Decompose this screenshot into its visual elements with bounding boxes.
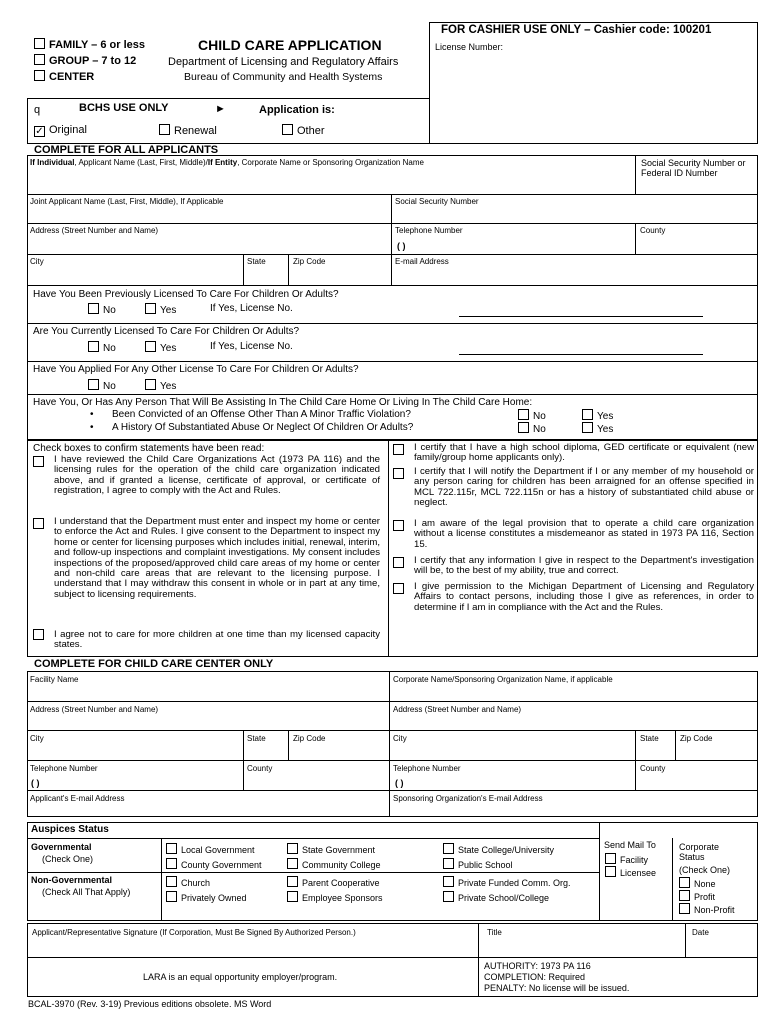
q2-yes-checkbox[interactable] (145, 341, 156, 352)
community-college-option[interactable]: Community College (287, 858, 381, 870)
cert-l1-checkbox[interactable] (33, 456, 44, 467)
cert-r3-checkbox[interactable] (393, 520, 404, 531)
corp-telephone-paren: ( ) (395, 778, 404, 788)
bchs-q: q (34, 104, 41, 116)
q3-no-option[interactable]: No (88, 379, 116, 392)
q4a-no-checkbox[interactable] (518, 409, 529, 420)
corp-address-label: Address (Street Number and Name) (393, 705, 522, 714)
cert-l3-checkbox[interactable] (33, 629, 44, 640)
q4b-no-option[interactable]: No (518, 422, 546, 435)
renewal-label: Renewal (174, 125, 217, 137)
center-address-label: Address (Street Number and Name) (30, 705, 159, 714)
state-label: State (247, 257, 266, 266)
renewal-option[interactable] (159, 124, 217, 137)
q3-no-checkbox[interactable] (88, 379, 99, 390)
privately-owned-checkbox[interactable] (166, 891, 177, 902)
applicant-email-label: Applicant's E-mail Address (30, 794, 125, 803)
corp-state-label: State (640, 734, 659, 743)
q2-license-number-field[interactable] (459, 354, 703, 355)
nongovernmental-sub: (Check All That Apply) (42, 887, 131, 897)
local-gov-option[interactable]: Local Government (166, 843, 255, 855)
corp-city-label: City (393, 734, 407, 743)
center-state-label: State (247, 734, 266, 743)
date-label: Date (692, 928, 709, 937)
completion-text: COMPLETION: Required (484, 972, 586, 982)
application-is-label: Application is: (259, 104, 335, 116)
q4b-no-checkbox[interactable] (518, 422, 529, 433)
org-email-label: Sponsoring Organization's E-mail Address (393, 794, 543, 803)
public-school-checkbox[interactable] (443, 858, 454, 869)
send-mail-label: Send Mail To (604, 840, 656, 850)
center-telephone-paren: ( ) (31, 778, 40, 788)
q4b-yes-checkbox[interactable] (582, 422, 593, 433)
family-checkbox[interactable] (34, 38, 45, 49)
governmental-sub: (Check One) (42, 854, 94, 864)
ssn-fed-label: Social Security Number or Federal ID Number (641, 158, 746, 178)
nongovernmental-label: Non-Governmental (31, 875, 113, 885)
cert-r4-checkbox[interactable] (393, 557, 404, 568)
ssn-label: Social Security Number (395, 197, 479, 206)
q1-no-option[interactable]: No (88, 303, 116, 316)
corp-profit-option[interactable]: Profit (679, 890, 715, 902)
corp-nonprofit-checkbox[interactable] (679, 903, 690, 914)
cert-l1-text: I have reviewed the Child Care Organizations Act (1973 PA 116) and the licensing rules for the operation of the child care organization indicated above, and if granted a license, certificate of approval, or certificate of registration, I agree to comply with the Act and Rules. (54, 454, 380, 497)
send-licensee-option[interactable]: Licensee (605, 866, 656, 878)
bullet-icon: • (90, 409, 94, 420)
email-label: E-mail Address (395, 257, 449, 266)
q3-yes-checkbox[interactable] (145, 379, 156, 390)
other-checkbox[interactable] (282, 124, 293, 135)
family-label: FAMILY – 6 or less (49, 39, 145, 51)
center-city-label: City (30, 734, 44, 743)
bullet-icon: • (90, 422, 94, 433)
title-label: Title (487, 928, 502, 937)
question-currently-licensed: Are You Currently Licensed To Care For Children Or Adults? (33, 326, 300, 337)
bureau-name: Bureau of Community and Health Systems (184, 71, 383, 83)
q4a-text: Been Convicted of an Offense Other Than A Minor Traffic Violation? (112, 409, 411, 420)
state-college-option[interactable]: State College/University (443, 843, 554, 855)
other-option[interactable] (282, 124, 325, 137)
governmental-label: Governmental (31, 842, 92, 852)
license-number-label: License Number: (435, 42, 504, 52)
q3-yes-option[interactable]: Yes (145, 379, 176, 392)
center-zip-label: Zip Code (293, 734, 326, 743)
cert-l2-checkbox[interactable] (33, 518, 44, 529)
private-school-checkbox[interactable] (443, 891, 454, 902)
form-title: CHILD CARE APPLICATION (198, 37, 382, 53)
cert-l2-text: I understand that the Department must enter and inspect my home or center to enforce the Act and Rules. I give consent to the Department to inspect my home or center for licensing purposes which includes initial, renewal, interim, and follow-up inspections and complaint investigations. My consent includes inspections of the proposed/approved child care areas of my home or center and non-child care areas that are relevant to the licensing purpose. I understand that I may withdraw this consent in whole or in part at any time, subject to licensing requirements. (54, 516, 380, 600)
q4a-yes-option[interactable]: Yes (582, 409, 613, 422)
original-checkbox[interactable]: ✓ (35, 126, 44, 137)
zip-label: Zip Code (293, 257, 326, 266)
community-college-checkbox[interactable] (287, 858, 298, 869)
cert-r4-text: I certify that any information I give in respect to the Department's investigation will be, to the best of my ability, true and correct. (414, 555, 754, 577)
cert-l3-text: I agree not to care for more children at one time than my licensed capacity states. (54, 629, 380, 651)
public-school-option[interactable]: Public School (443, 858, 513, 870)
certifications-intro: Check boxes to confirm statements have been read: (33, 443, 265, 454)
employee-sponsors-option[interactable]: Employee Sponsors (287, 891, 383, 903)
form-number: BCAL-3970 (Rev. 3-19) Previous editions obsolete. MS Word (28, 999, 272, 1009)
state-gov-checkbox[interactable] (287, 843, 298, 854)
signature-label: Applicant/Representative Signature (If Corporation, Must Be Signed By Authorized Person.) (32, 928, 356, 937)
cashier-heading: FOR CASHIER USE ONLY – Cashier code: 100201 (441, 24, 712, 36)
city-label: City (30, 257, 44, 266)
q1-license-number-field[interactable] (459, 316, 703, 317)
department-name: Department of Licensing and Regulatory Affairs (168, 56, 399, 68)
q4a-yes-checkbox[interactable] (582, 409, 593, 420)
corp-profit-checkbox[interactable] (679, 890, 690, 901)
privately-owned-option[interactable]: Privately Owned (166, 891, 247, 903)
state-gov-option[interactable]: State Government (287, 843, 375, 855)
q4b-text: A History Of Substantiated Abuse Or Neglect Of Children Or Adults? (112, 422, 414, 433)
family-option[interactable] (34, 38, 145, 51)
joint-applicant-label: Joint Applicant Name (Last, First, Middle), If Applicable (30, 197, 224, 206)
cert-r3-text: I am aware of the legal provision that to operate a child care organization without a license constitutes a misdemeanor as stated in 1973 PA 116, Section 15. (414, 518, 754, 550)
question-offense-history: Have You, Or Has Any Person That Will Be Assisting In The Child Care Home Or Living In The Child Care Home: (33, 397, 533, 408)
corp-zip-label: Zip Code (680, 734, 713, 743)
cert-r2-text: I certify that I will notify the Department if I or any member of my household or any person caring for children has been arraigned for an offense specified in MCL 722.115r, MCL 722.115n or has a history of substantiated child abuse or neglect. (414, 466, 754, 509)
parent-coop-checkbox[interactable] (287, 876, 298, 887)
state-college-checkbox[interactable] (443, 843, 454, 854)
q1-no-checkbox[interactable] (88, 303, 99, 314)
q4a-no-option[interactable]: No (518, 409, 546, 422)
group-option[interactable] (34, 54, 136, 67)
corp-none-option[interactable]: None (679, 877, 716, 889)
section-all-applicants-heading: COMPLETE FOR ALL APPLICANTS (34, 144, 219, 156)
cashier-box (429, 22, 758, 144)
q1-if-yes-label: If Yes, License No. (210, 303, 293, 314)
cert-r1-text: I certify that I have a high school diploma, GED certificate or equivalent (new family/group home applicants only). (414, 442, 754, 464)
local-gov-checkbox[interactable] (166, 843, 177, 854)
other-label: Other (297, 125, 325, 137)
group-checkbox[interactable] (34, 54, 45, 65)
q4b-yes-option[interactable]: Yes (582, 422, 613, 435)
center-option[interactable] (34, 70, 94, 83)
parent-coop-option[interactable]: Parent Cooperative (287, 876, 380, 888)
county-gov-checkbox[interactable] (166, 858, 177, 869)
renewal-checkbox[interactable] (159, 124, 170, 135)
send-licensee-checkbox[interactable] (605, 866, 616, 877)
center-telephone-label: Telephone Number (30, 764, 98, 773)
group-label: GROUP – 7 to 12 (49, 55, 137, 67)
question-applied-other: Have You Applied For Any Other License To Care For Children Or Adults? (33, 364, 359, 375)
facility-name-label: Facility Name (30, 675, 79, 684)
private-funded-option[interactable]: Private Funded Comm. Org. (443, 876, 571, 888)
county-label: County (640, 226, 666, 235)
corp-none-checkbox[interactable] (679, 877, 690, 888)
q1-yes-option[interactable]: Yes (145, 303, 176, 316)
eeo-statement: LARA is an equal opportunity employer/program. (143, 972, 338, 982)
center-label: CENTER (49, 71, 95, 83)
corp-nonprofit-option[interactable]: Non-Profit (679, 903, 735, 915)
private-school-option[interactable]: Private School/College (443, 891, 549, 903)
q2-yes-option[interactable]: Yes (145, 341, 176, 354)
cert-r2-checkbox[interactable] (393, 468, 404, 479)
church-option[interactable]: Church (166, 876, 210, 888)
auspices-heading: Auspices Status (31, 824, 109, 835)
send-facility-checkbox[interactable] (605, 853, 616, 864)
telephone-label: Telephone Number (395, 226, 463, 235)
penalty-text: PENALTY: No license will be issued. (484, 983, 630, 993)
cert-r5-text: I give permission to the Michigan Department of Licensing and Regulatory Affairs to contact persons, including those I give as references, in order to determine if I am in compliance with the Act and the Rules. (414, 581, 754, 613)
section-center-only-heading: COMPLETE FOR CHILD CARE CENTER ONLY (34, 658, 274, 670)
center-checkbox[interactable] (34, 70, 45, 81)
question-previously-licensed: Have You Been Previously Licensed To Care For Children Or Adults? (33, 289, 339, 300)
church-checkbox[interactable] (166, 876, 177, 887)
cert-r5-checkbox[interactable] (393, 583, 404, 594)
q2-if-yes-label: If Yes, License No. (210, 341, 293, 352)
q1-yes-checkbox[interactable] (145, 303, 156, 314)
corporate-status-label: Corporate Status (679, 842, 720, 862)
corp-name-label: Corporate Name/Sponsoring Organization Name, if applicable (393, 675, 613, 684)
authority-text: AUTHORITY: 1973 PA 116 (484, 961, 591, 971)
original-option[interactable] (34, 124, 87, 137)
send-facility-option[interactable]: Facility (605, 853, 648, 865)
q2-no-checkbox[interactable] (88, 341, 99, 352)
county-gov-option[interactable]: County Government (166, 858, 262, 870)
telephone-paren: ( ) (397, 241, 406, 251)
corp-telephone-label: Telephone Number (393, 764, 461, 773)
cert-r1-checkbox[interactable] (393, 444, 404, 455)
address-label: Address (Street Number and Name) (30, 226, 159, 235)
private-funded-checkbox[interactable] (443, 876, 454, 887)
center-county-label: County (247, 764, 273, 773)
corp-county-label: County (640, 764, 666, 773)
employee-sponsors-checkbox[interactable] (287, 891, 298, 902)
original-label: Original (49, 124, 87, 136)
arrow-icon: ► (215, 103, 226, 115)
applicant-name-label: If Individual, Applicant Name (Last, First, Middle)/If Entity, Corporate Name or Sponsoring Organization Name (30, 158, 424, 167)
bchs-use-only: BCHS USE ONLY (79, 102, 169, 114)
corporate-check-one: (Check One) (679, 865, 731, 875)
q2-no-option[interactable]: No (88, 341, 116, 354)
